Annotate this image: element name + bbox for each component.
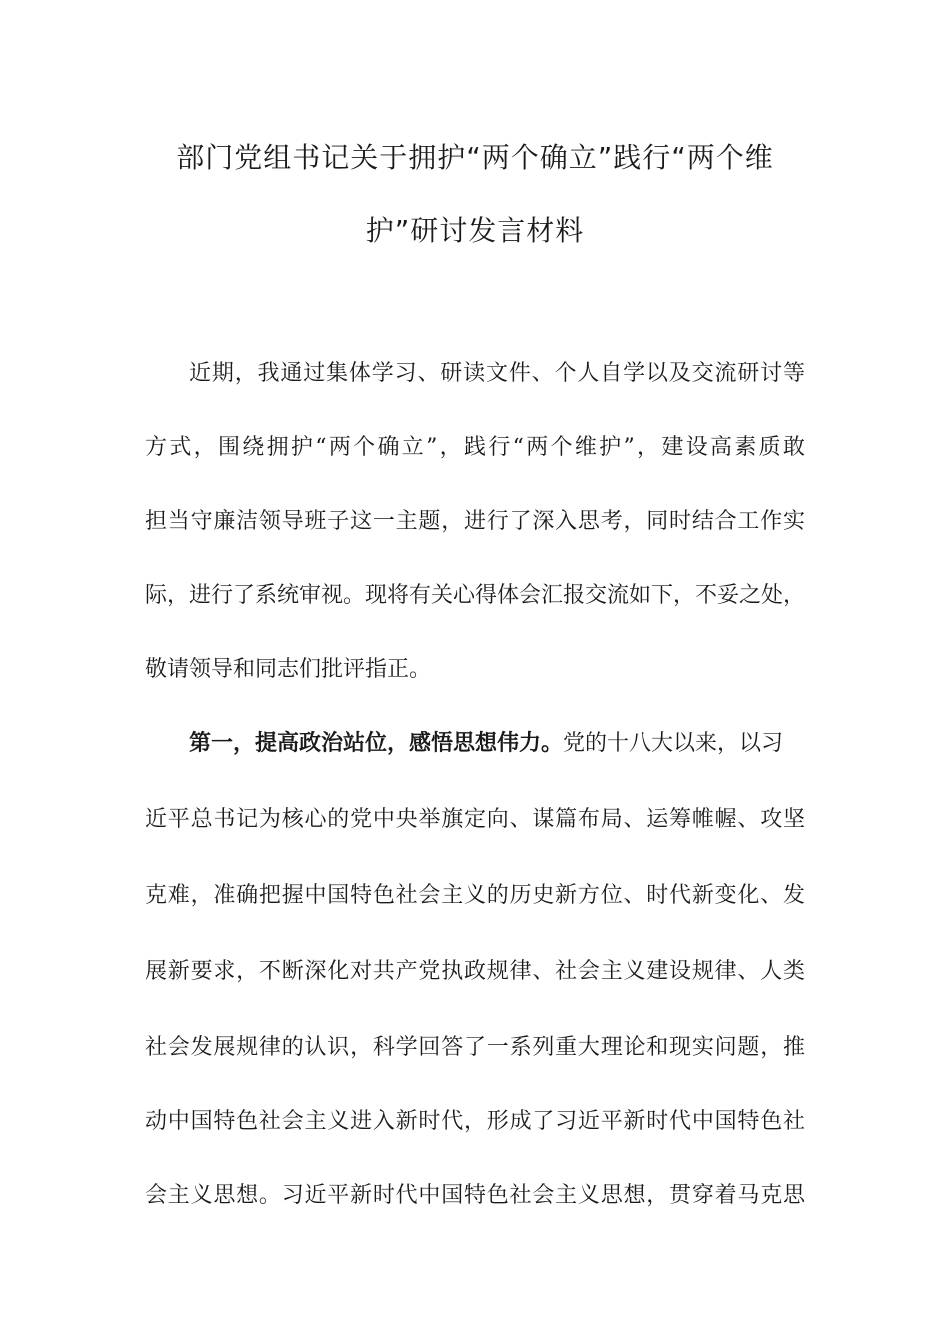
paragraph-1-line: 担当守廉洁领导班子这一主题，进行了深入思考，同时结合工作实	[145, 509, 805, 534]
document-title-line-2: 护”研讨发言材料	[365, 214, 585, 247]
paragraph-1-line: 际，进行了系统审视。现将有关心得体会汇报交流如下，不妥之处，	[145, 583, 806, 608]
section-heading: 第一，提高政治站位，感悟思想伟力。	[189, 731, 564, 756]
paragraph-2-line: 社会发展规律的认识，科学回答了一系列重大理论和现实问题，推	[145, 1035, 805, 1060]
paragraph-1-line: 近期，我通过集体学习、研读文件、个人自学以及交流研讨等	[189, 361, 805, 386]
document-title-line-1: 部门党组书记关于拥护“两个确立”践行“两个维	[176, 141, 774, 174]
paragraph-1-line: 方式，围绕拥护“两个确立”，践行“两个维护”，建设高素质敢	[145, 435, 805, 460]
paragraph-2-line: 克难，准确把握中国特色社会主义的历史新方位、时代新变化、发	[145, 883, 805, 908]
paragraph-2-first-line	[189, 730, 805, 758]
paragraph-2-line: 会主义思想。习近平新时代中国特色社会主义思想，贯穿着马克思	[145, 1183, 805, 1208]
paragraph-1-line: 敬请领导和同志们批评指正。	[145, 657, 432, 682]
paragraph-2-text: 党的十八大以来，以习	[563, 731, 784, 756]
paragraph-2-line: 展新要求，不断深化对共产党执政规律、社会主义建设规律、人类	[145, 959, 805, 984]
paragraph-2-line: 动中国特色社会主义进入新时代，形成了习近平新时代中国特色社	[145, 1109, 805, 1134]
paragraph-2-line: 近平总书记为核心的党中央举旗定向、谋篇布局、运筹帷幄、攻坚	[145, 807, 805, 832]
